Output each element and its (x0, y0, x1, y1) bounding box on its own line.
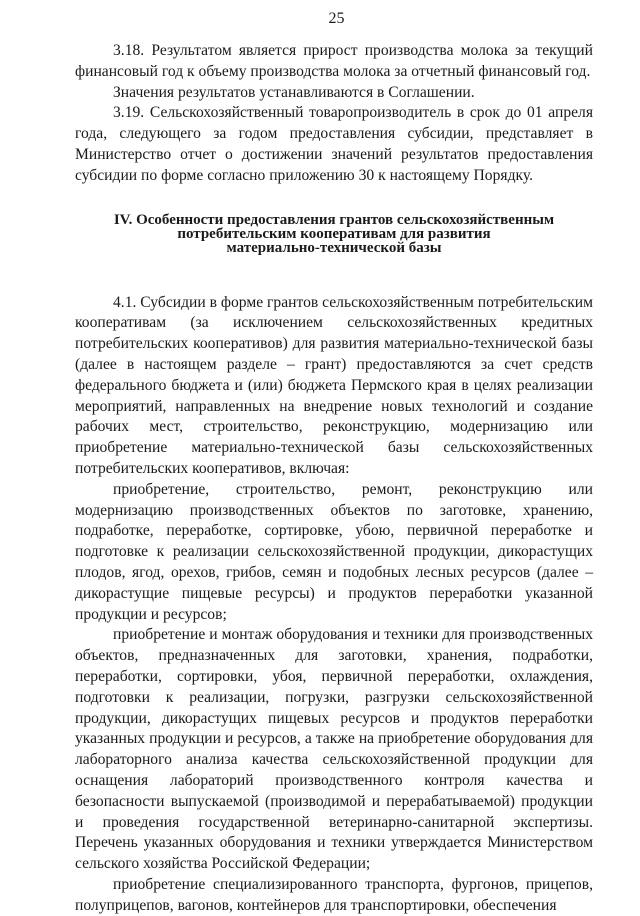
page-number: 25 (328, 10, 345, 27)
section-heading-line-3: материально-технической базы (226, 239, 442, 256)
section-heading-line-2: потребительским кооперативам для развития (177, 225, 491, 242)
paragraph-3-18: 3.18. Результатом является прирост производства молока за текущий финансовый год к объему производства молока за отчетный финансовый год. (75, 42, 593, 80)
section-heading-line-1: IV. Особенности предоставления грантов сельскохозяйственным (113, 211, 555, 228)
paragraph-production-objects: приобретение, строительство, ремонт, реконструкцию или модернизацию производственных объектов по заготовке, хранению, подработке, переработке, сортировке, убою, первичной переработке и подготовке к реализации сельскохозяйственной продукции, дикорастущих плодов, ягод, орехов, грибов, семян и подобных лесных ресурсов (далее – дикорастущие пищевые ресурсы) и продуктов переработки указанной продукции и ресурсов; (75, 480, 593, 623)
document-page (75, 0, 593, 916)
paragraph-equipment: приобретение и монтаж оборудования и техники для производственных объектов, предназначенных для заготовки, хранения, подработки, переработки, сортировки, убоя, первичной переработки, охлаждения, подготовки к реализации, погрузки, разгрузки сельскохозяйственной продукции, дикорастущих пищевых ресурсов и продуктов переработки указанных продукции и ресурсов, а также на приобретение оборудования для лабораторного анализа качества сельскохозяйственной продукции для оснащения лабораторий производственного контроля качества и безопасности выпускаемой (производимой и перерабатываемой) продукции и проведения государственной ветеринарно-санитарной экспертизы. Перечень указанных оборудования и техники утверждается Министерством сельского хозяйства Российской Федерации; (75, 626, 593, 873)
paragraph-3-19: 3.19. Сельскохозяйственный товаропроизводитель в срок до 01 апреля года, следующего за годом предоставления субсидии, представляет в Министерство отчет о достижении значений результатов предоставления субсидии по форме согласно приложению 30 к настоящему Порядку. (75, 104, 593, 184)
paragraph-4-1: 4.1. Субсидии в форме грантов сельскохозяйственным потребительским кооперативам (за исключением сельскохозяйственных кредитных потребительских кооперативов) для развития материально-технической базы (далее в настоящем разделе – грант) предоставляются за счет средств федерального бюджета и (или) бюджета Пермского края в целях реализации мероприятий, направленных на внедрение новых технологий и создание рабочих мест, строительство, реконструкцию, модернизацию или приобретение материально-технической базы сельскохозяйственных потребительских кооперативов, включая: (75, 293, 594, 477)
paragraph-results-agreement: Значения результатов устанавливаются в Соглашении. (113, 83, 475, 101)
section-heading (75, 213, 593, 255)
paragraph-transport: приобретение специализированного транспорта, фургонов, прицепов, полуприцепов, вагонов, контейнеров для транспортировки, обеспечения (75, 875, 593, 914)
